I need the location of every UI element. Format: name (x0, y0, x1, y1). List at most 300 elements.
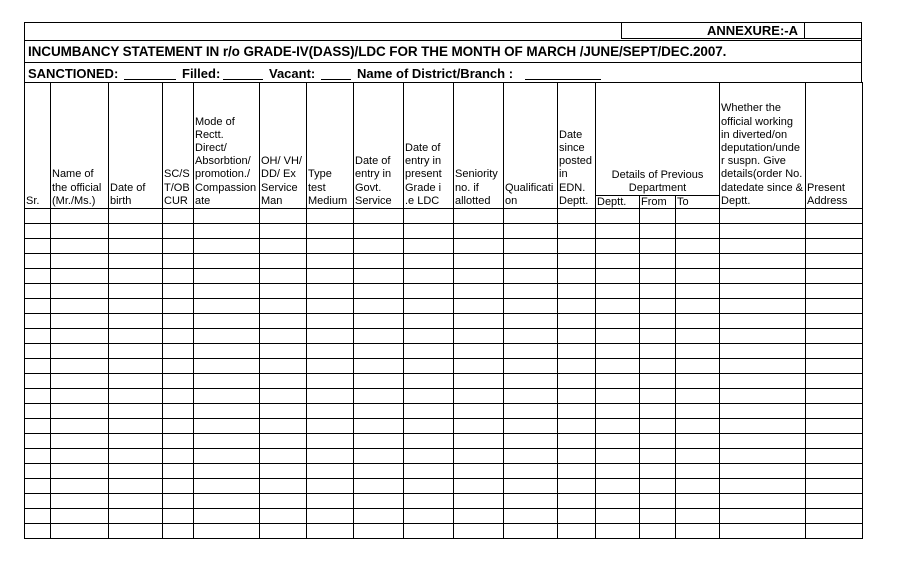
table-cell[interactable] (51, 359, 109, 374)
table-cell[interactable] (454, 329, 504, 344)
table-cell[interactable] (640, 419, 676, 434)
table-cell[interactable] (109, 389, 163, 404)
table-cell[interactable] (307, 464, 354, 479)
table-cell[interactable] (720, 434, 806, 449)
table-cell[interactable] (260, 224, 307, 239)
table-cell[interactable] (676, 404, 720, 419)
table-cell[interactable] (558, 509, 596, 524)
table-cell[interactable] (194, 299, 260, 314)
table-cell[interactable] (25, 389, 51, 404)
table-cell[interactable] (596, 524, 640, 539)
table-cell[interactable] (454, 299, 504, 314)
table-cell[interactable] (720, 374, 806, 389)
table-cell[interactable] (806, 389, 863, 404)
table-cell[interactable] (354, 284, 404, 299)
table-cell[interactable] (51, 494, 109, 509)
table-cell[interactable] (25, 344, 51, 359)
table-cell[interactable] (404, 224, 454, 239)
table-cell[interactable] (720, 239, 806, 254)
table-cell[interactable] (163, 404, 194, 419)
sanctioned-blank[interactable] (124, 79, 176, 80)
table-cell[interactable] (806, 209, 863, 224)
table-cell[interactable] (558, 269, 596, 284)
table-cell[interactable] (558, 224, 596, 239)
table-cell[interactable] (404, 239, 454, 254)
table-cell[interactable] (109, 479, 163, 494)
table-cell[interactable] (504, 464, 558, 479)
table-cell[interactable] (596, 239, 640, 254)
table-cell[interactable] (163, 359, 194, 374)
table-cell[interactable] (354, 209, 404, 224)
table-cell[interactable] (720, 464, 806, 479)
table-cell[interactable] (596, 434, 640, 449)
table-cell[interactable] (163, 224, 194, 239)
table-cell[interactable] (194, 524, 260, 539)
table-cell[interactable] (51, 329, 109, 344)
table-cell[interactable] (25, 419, 51, 434)
table-cell[interactable] (25, 314, 51, 329)
table-cell[interactable] (260, 374, 307, 389)
table-cell[interactable] (354, 434, 404, 449)
table-cell[interactable] (194, 254, 260, 269)
table-cell[interactable] (307, 524, 354, 539)
table-cell[interactable] (558, 284, 596, 299)
table-cell[interactable] (676, 224, 720, 239)
table-cell[interactable] (307, 509, 354, 524)
table-cell[interactable] (558, 449, 596, 464)
table-cell[interactable] (51, 464, 109, 479)
table-cell[interactable] (404, 359, 454, 374)
table-cell[interactable] (194, 449, 260, 464)
table-cell[interactable] (404, 404, 454, 419)
table-cell[interactable] (454, 359, 504, 374)
table-cell[interactable] (109, 344, 163, 359)
table-cell[interactable] (596, 479, 640, 494)
table-cell[interactable] (109, 374, 163, 389)
table-cell[interactable] (454, 419, 504, 434)
table-cell[interactable] (163, 389, 194, 404)
table-cell[interactable] (504, 509, 558, 524)
table-cell[interactable] (109, 359, 163, 374)
vacant-blank[interactable] (321, 79, 351, 80)
table-cell[interactable] (806, 239, 863, 254)
table-cell[interactable] (596, 329, 640, 344)
table-cell[interactable] (51, 449, 109, 464)
table-cell[interactable] (596, 314, 640, 329)
table-cell[interactable] (596, 359, 640, 374)
table-cell[interactable] (194, 434, 260, 449)
table-cell[interactable] (676, 449, 720, 464)
table-cell[interactable] (260, 329, 307, 344)
table-cell[interactable] (307, 269, 354, 284)
table-cell[interactable] (194, 404, 260, 419)
table-cell[interactable] (307, 374, 354, 389)
table-cell[interactable] (25, 464, 51, 479)
table-cell[interactable] (404, 434, 454, 449)
table-cell[interactable] (194, 224, 260, 239)
table-cell[interactable] (307, 389, 354, 404)
table-cell[interactable] (404, 419, 454, 434)
table-cell[interactable] (676, 359, 720, 374)
table-cell[interactable] (194, 344, 260, 359)
table-cell[interactable] (504, 284, 558, 299)
table-cell[interactable] (51, 224, 109, 239)
table-cell[interactable] (454, 209, 504, 224)
table-cell[interactable] (51, 269, 109, 284)
table-cell[interactable] (260, 419, 307, 434)
table-cell[interactable] (354, 374, 404, 389)
table-cell[interactable] (260, 344, 307, 359)
filled-blank[interactable] (223, 79, 263, 80)
table-cell[interactable] (109, 299, 163, 314)
table-cell[interactable] (51, 404, 109, 419)
table-cell[interactable] (109, 224, 163, 239)
table-cell[interactable] (354, 464, 404, 479)
table-cell[interactable] (676, 419, 720, 434)
table-cell[interactable] (354, 419, 404, 434)
table-cell[interactable] (640, 524, 676, 539)
table-cell[interactable] (596, 404, 640, 419)
table-cell[interactable] (640, 269, 676, 284)
table-cell[interactable] (676, 269, 720, 284)
table-cell[interactable] (25, 359, 51, 374)
table-cell[interactable] (676, 479, 720, 494)
table-cell[interactable] (676, 509, 720, 524)
table-cell[interactable] (307, 344, 354, 359)
table-cell[interactable] (109, 314, 163, 329)
table-cell[interactable] (25, 434, 51, 449)
table-cell[interactable] (354, 509, 404, 524)
table-cell[interactable] (260, 254, 307, 269)
table-cell[interactable] (454, 284, 504, 299)
table-cell[interactable] (354, 254, 404, 269)
table-cell[interactable] (194, 209, 260, 224)
table-cell[interactable] (354, 479, 404, 494)
table-cell[interactable] (720, 389, 806, 404)
table-cell[interactable] (504, 299, 558, 314)
table-cell[interactable] (640, 494, 676, 509)
table-cell[interactable] (307, 284, 354, 299)
table-cell[interactable] (354, 494, 404, 509)
table-cell[interactable] (596, 224, 640, 239)
table-cell[interactable] (307, 449, 354, 464)
table-cell[interactable] (354, 314, 404, 329)
table-cell[interactable] (260, 314, 307, 329)
table-cell[interactable] (163, 284, 194, 299)
table-cell[interactable] (640, 374, 676, 389)
table-cell[interactable] (558, 419, 596, 434)
table-cell[interactable] (504, 419, 558, 434)
table-cell[interactable] (454, 374, 504, 389)
table-cell[interactable] (194, 419, 260, 434)
table-cell[interactable] (25, 239, 51, 254)
table-cell[interactable] (307, 254, 354, 269)
table-cell[interactable] (25, 524, 51, 539)
table-cell[interactable] (596, 494, 640, 509)
table-cell[interactable] (163, 299, 194, 314)
table-cell[interactable] (354, 239, 404, 254)
table-cell[interactable] (51, 239, 109, 254)
table-cell[interactable] (676, 329, 720, 344)
table-cell[interactable] (504, 314, 558, 329)
table-cell[interactable] (25, 209, 51, 224)
table-cell[interactable] (404, 374, 454, 389)
table-cell[interactable] (720, 479, 806, 494)
table-cell[interactable] (558, 299, 596, 314)
table-cell[interactable] (596, 449, 640, 464)
table-cell[interactable] (596, 344, 640, 359)
table-cell[interactable] (504, 224, 558, 239)
table-cell[interactable] (806, 254, 863, 269)
table-cell[interactable] (163, 524, 194, 539)
table-cell[interactable] (676, 524, 720, 539)
table-cell[interactable] (51, 479, 109, 494)
table-cell[interactable] (109, 449, 163, 464)
table-cell[interactable] (720, 254, 806, 269)
table-cell[interactable] (51, 284, 109, 299)
table-cell[interactable] (806, 404, 863, 419)
table-cell[interactable] (596, 389, 640, 404)
table-cell[interactable] (806, 224, 863, 239)
table-cell[interactable] (307, 479, 354, 494)
table-cell[interactable] (194, 359, 260, 374)
table-cell[interactable] (640, 329, 676, 344)
table-cell[interactable] (596, 209, 640, 224)
table-cell[interactable] (163, 209, 194, 224)
table-cell[interactable] (676, 344, 720, 359)
table-cell[interactable] (806, 299, 863, 314)
table-cell[interactable] (163, 239, 194, 254)
table-cell[interactable] (720, 404, 806, 419)
table-cell[interactable] (504, 344, 558, 359)
table-cell[interactable] (676, 389, 720, 404)
table-cell[interactable] (163, 344, 194, 359)
table-cell[interactable] (307, 494, 354, 509)
table-cell[interactable] (25, 254, 51, 269)
table-cell[interactable] (25, 449, 51, 464)
table-cell[interactable] (720, 314, 806, 329)
table-cell[interactable] (806, 329, 863, 344)
table-cell[interactable] (640, 449, 676, 464)
table-cell[interactable] (109, 329, 163, 344)
table-cell[interactable] (194, 509, 260, 524)
table-cell[interactable] (260, 434, 307, 449)
table-cell[interactable] (676, 299, 720, 314)
table-cell[interactable] (307, 404, 354, 419)
table-cell[interactable] (260, 524, 307, 539)
table-cell[interactable] (354, 449, 404, 464)
table-cell[interactable] (640, 209, 676, 224)
table-cell[interactable] (194, 479, 260, 494)
table-cell[interactable] (25, 284, 51, 299)
table-cell[interactable] (720, 419, 806, 434)
table-cell[interactable] (640, 389, 676, 404)
table-cell[interactable] (404, 344, 454, 359)
table-cell[interactable] (806, 344, 863, 359)
table-cell[interactable] (25, 269, 51, 284)
table-cell[interactable] (806, 314, 863, 329)
table-cell[interactable] (676, 314, 720, 329)
table-cell[interactable] (806, 419, 863, 434)
table-cell[interactable] (307, 224, 354, 239)
table-cell[interactable] (163, 494, 194, 509)
table-cell[interactable] (354, 389, 404, 404)
table-cell[interactable] (404, 389, 454, 404)
table-cell[interactable] (109, 494, 163, 509)
table-cell[interactable] (163, 254, 194, 269)
table-cell[interactable] (404, 509, 454, 524)
table-cell[interactable] (676, 434, 720, 449)
table-cell[interactable] (504, 209, 558, 224)
table-cell[interactable] (51, 314, 109, 329)
table-cell[interactable] (640, 284, 676, 299)
table-cell[interactable] (260, 404, 307, 419)
table-cell[interactable] (194, 494, 260, 509)
table-cell[interactable] (194, 284, 260, 299)
table-cell[interactable] (596, 419, 640, 434)
table-cell[interactable] (404, 209, 454, 224)
table-cell[interactable] (354, 299, 404, 314)
table-cell[interactable] (504, 269, 558, 284)
table-cell[interactable] (596, 284, 640, 299)
table-cell[interactable] (720, 329, 806, 344)
table-cell[interactable] (454, 389, 504, 404)
table-cell[interactable] (806, 464, 863, 479)
table-cell[interactable] (51, 419, 109, 434)
table-cell[interactable] (404, 284, 454, 299)
table-cell[interactable] (307, 239, 354, 254)
table-cell[interactable] (404, 524, 454, 539)
table-cell[interactable] (194, 239, 260, 254)
table-cell[interactable] (194, 314, 260, 329)
table-cell[interactable] (109, 419, 163, 434)
table-cell[interactable] (163, 449, 194, 464)
table-cell[interactable] (640, 254, 676, 269)
table-cell[interactable] (194, 374, 260, 389)
table-cell[interactable] (109, 509, 163, 524)
table-cell[interactable] (51, 299, 109, 314)
table-cell[interactable] (194, 389, 260, 404)
table-cell[interactable] (504, 389, 558, 404)
table-cell[interactable] (806, 449, 863, 464)
table-cell[interactable] (504, 479, 558, 494)
table-cell[interactable] (307, 419, 354, 434)
table-cell[interactable] (109, 524, 163, 539)
table-cell[interactable] (806, 284, 863, 299)
table-cell[interactable] (109, 284, 163, 299)
table-cell[interactable] (806, 269, 863, 284)
table-cell[interactable] (806, 494, 863, 509)
table-cell[interactable] (676, 239, 720, 254)
table-cell[interactable] (454, 224, 504, 239)
table-cell[interactable] (504, 524, 558, 539)
table-cell[interactable] (640, 359, 676, 374)
table-cell[interactable] (163, 269, 194, 284)
table-cell[interactable] (806, 524, 863, 539)
table-cell[interactable] (404, 299, 454, 314)
table-cell[interactable] (558, 344, 596, 359)
table-cell[interactable] (640, 239, 676, 254)
table-cell[interactable] (51, 389, 109, 404)
table-cell[interactable] (504, 404, 558, 419)
table-cell[interactable] (25, 494, 51, 509)
table-cell[interactable] (558, 389, 596, 404)
table-cell[interactable] (404, 494, 454, 509)
table-cell[interactable] (354, 269, 404, 284)
table-cell[interactable] (504, 329, 558, 344)
table-cell[interactable] (51, 434, 109, 449)
table-cell[interactable] (720, 524, 806, 539)
table-cell[interactable] (454, 254, 504, 269)
table-cell[interactable] (558, 479, 596, 494)
table-cell[interactable] (676, 209, 720, 224)
table-cell[interactable] (163, 509, 194, 524)
table-cell[interactable] (260, 479, 307, 494)
table-cell[interactable] (454, 269, 504, 284)
table-cell[interactable] (454, 479, 504, 494)
table-cell[interactable] (25, 329, 51, 344)
district-blank[interactable] (525, 79, 601, 80)
table-cell[interactable] (354, 524, 404, 539)
table-cell[interactable] (454, 464, 504, 479)
table-cell[interactable] (354, 404, 404, 419)
table-cell[interactable] (720, 494, 806, 509)
table-cell[interactable] (404, 254, 454, 269)
table-cell[interactable] (640, 404, 676, 419)
table-cell[interactable] (354, 329, 404, 344)
table-cell[interactable] (558, 254, 596, 269)
table-cell[interactable] (194, 329, 260, 344)
table-cell[interactable] (558, 524, 596, 539)
table-cell[interactable] (51, 344, 109, 359)
table-cell[interactable] (806, 434, 863, 449)
table-cell[interactable] (720, 299, 806, 314)
table-cell[interactable] (109, 464, 163, 479)
table-cell[interactable] (307, 314, 354, 329)
table-cell[interactable] (596, 254, 640, 269)
table-cell[interactable] (596, 509, 640, 524)
table-cell[interactable] (260, 359, 307, 374)
table-cell[interactable] (558, 359, 596, 374)
table-cell[interactable] (51, 209, 109, 224)
table-cell[interactable] (354, 359, 404, 374)
table-cell[interactable] (558, 374, 596, 389)
table-cell[interactable] (596, 374, 640, 389)
table-cell[interactable] (109, 434, 163, 449)
table-cell[interactable] (109, 254, 163, 269)
table-cell[interactable] (504, 239, 558, 254)
table-cell[interactable] (504, 374, 558, 389)
table-cell[interactable] (504, 494, 558, 509)
table-cell[interactable] (163, 479, 194, 494)
table-cell[interactable] (354, 224, 404, 239)
table-cell[interactable] (596, 299, 640, 314)
table-cell[interactable] (676, 494, 720, 509)
table-cell[interactable] (109, 239, 163, 254)
table-cell[interactable] (454, 524, 504, 539)
table-cell[interactable] (640, 479, 676, 494)
table-cell[interactable] (454, 449, 504, 464)
table-cell[interactable] (109, 209, 163, 224)
table-cell[interactable] (676, 464, 720, 479)
table-cell[interactable] (720, 449, 806, 464)
table-cell[interactable] (454, 404, 504, 419)
table-cell[interactable] (504, 254, 558, 269)
table-cell[interactable] (354, 344, 404, 359)
table-cell[interactable] (25, 509, 51, 524)
table-cell[interactable] (404, 449, 454, 464)
table-cell[interactable] (806, 374, 863, 389)
